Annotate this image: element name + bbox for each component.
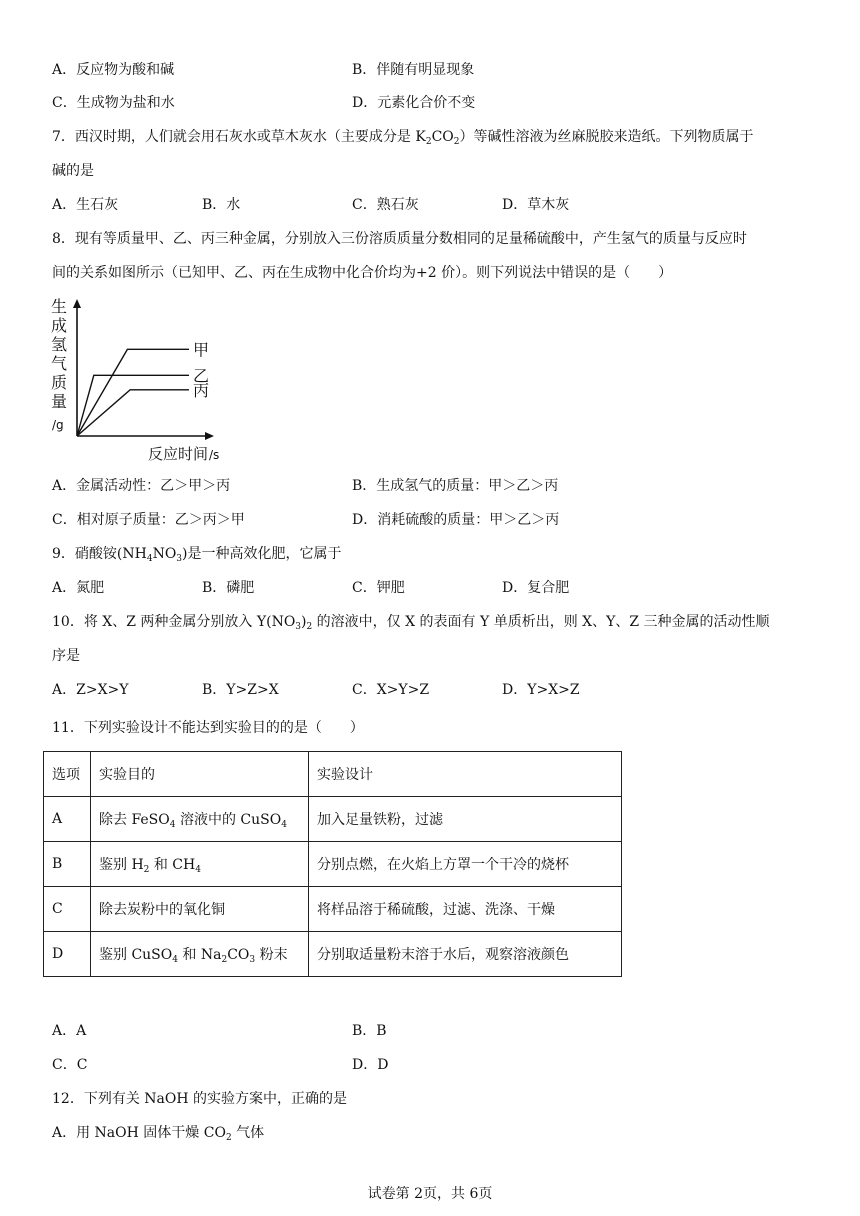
table-cell-design: 加入足量铁粉，过滤 bbox=[309, 797, 622, 842]
table-cell-purpose: 除去 FeSO$_4$ 溶液中的 CuSO$_4$ bbox=[91, 797, 309, 842]
table-cell-purpose: 除去炭粉中的氧化铜 bbox=[91, 887, 309, 932]
table-row bbox=[44, 797, 622, 842]
q7-option-b: B．水 bbox=[202, 197, 241, 213]
q6-option-a: A．反应物为酸和碱 bbox=[52, 62, 175, 78]
table-cell-option: C bbox=[44, 887, 91, 932]
table-cell-purpose: 鉴别 CuSO$_4$ 和 $Na_2CO_3$ 粉末 bbox=[91, 932, 309, 977]
y-axis-label-char: 气 bbox=[51, 354, 68, 373]
q11-option-d: D．D bbox=[352, 1057, 389, 1073]
y-axis-unit: /g bbox=[52, 418, 64, 432]
series-line-2 bbox=[77, 375, 189, 436]
q8-option-c: C．相对原子质量：乙＞丙＞甲 bbox=[52, 512, 245, 528]
series-line-3 bbox=[77, 390, 189, 436]
q12-stem: 12．下列有关 NaOH 的实验方案中，正确的是 bbox=[52, 1091, 347, 1107]
y-axis-label-char: 量 bbox=[51, 392, 68, 411]
q10-stem-line1: 10．将 X、Z 两种金属分别放入 $Y(NO_3)_2$ 的溶液中，仅 X 的表面有 Y 单质析出，则 X、Y、Z 三种金属的活动性顺 bbox=[52, 614, 770, 632]
q9-option-b: B．磷肥 bbox=[202, 580, 255, 596]
y-axis-label-char: 质 bbox=[51, 373, 68, 392]
q9-stem: 9．硝酸铵$(NH_4NO_3)$是一种高效化肥，它属于 bbox=[52, 546, 342, 564]
table-row bbox=[44, 932, 622, 977]
series-label-2: 乙 bbox=[193, 366, 210, 386]
x-axis-unit: /s bbox=[209, 448, 220, 462]
table-cell-purpose: 鉴别 $H_2$ 和 $CH_4$ bbox=[91, 842, 309, 887]
table-row bbox=[44, 887, 622, 932]
series-label-3: 丙 bbox=[193, 380, 210, 400]
series-label-1: 甲 bbox=[193, 340, 210, 360]
table-header-row bbox=[44, 752, 622, 797]
table-cell-design: 分别取适量粉末溶于水后，观察溶液颜色 bbox=[309, 932, 622, 977]
q6-option-b: B．伴随有明显现象 bbox=[352, 62, 475, 78]
q7-option-a: A．生石灰 bbox=[52, 197, 119, 213]
q10-option-a: A．Z>X>Y bbox=[52, 682, 129, 698]
q8-stem-line1: 8．现有等质量甲、乙、丙三种金属，分别放入三份溶质质量分数相同的足量稀硫酸中，产生氢气的质量与反应时 bbox=[52, 231, 747, 247]
table-row bbox=[44, 842, 622, 887]
table-cell-option: B bbox=[44, 842, 91, 887]
y-axis-arrow bbox=[73, 299, 81, 308]
q12-option-a: A．用 NaOH 固体干燥 $CO_2$ 气体 bbox=[52, 1125, 265, 1143]
q10-option-c: C．X>Y>Z bbox=[352, 682, 430, 698]
hydrogen-mass-chart bbox=[48, 296, 228, 466]
table-cell-design: 将样品溶于稀硫酸，过滤、洗涤、干燥 bbox=[309, 887, 622, 932]
q7-stem-line2: 碱的是 bbox=[52, 163, 94, 179]
y-axis-label-char: 氢 bbox=[51, 335, 68, 354]
q11-stem: 11．下列实验设计不能达到实验目的的是（ ） bbox=[52, 720, 364, 736]
table-cell-option: D bbox=[44, 932, 91, 977]
x-axis-label: 反应时间 bbox=[148, 445, 209, 463]
table-header-design: 实验设计 bbox=[309, 752, 622, 797]
x-axis-arrow bbox=[205, 432, 214, 440]
q9-option-c: C．钾肥 bbox=[352, 580, 405, 596]
q10-option-b: B．Y>Z>X bbox=[202, 682, 279, 698]
q8-option-d: D．消耗硫酸的质量：甲＞乙＞丙 bbox=[352, 512, 560, 528]
q8-option-a: A．金属活动性：乙＞甲＞丙 bbox=[52, 478, 231, 494]
q9-option-a: A．氮肥 bbox=[52, 580, 105, 596]
q6-option-d: D．元素化合价不变 bbox=[352, 95, 476, 111]
experiment-table bbox=[43, 751, 622, 977]
q10-stem-line2: 序是 bbox=[52, 648, 80, 664]
series-line-1 bbox=[77, 349, 189, 436]
y-axis-label-char: 成 bbox=[51, 316, 68, 335]
q8-stem-line2: 间的关系如图所示（已知甲、乙、丙在生成物中化合价均为+2 价）。则下列说法中错误的是（ ） bbox=[52, 265, 673, 281]
q7-option-d: D．草木灰 bbox=[502, 197, 570, 213]
table-cell-design: 分别点燃，在火焰上方罩一个干冷的烧杯 bbox=[309, 842, 622, 887]
y-axis-label bbox=[51, 297, 67, 411]
q7-option-c: C．熟石灰 bbox=[352, 197, 419, 213]
q11-option-a: A．A bbox=[52, 1023, 87, 1039]
y-axis-label-char: 生 bbox=[51, 297, 68, 316]
q10-option-d: D．Y>X>Z bbox=[502, 682, 580, 698]
page-footer: 试卷第 2页，共 6页 bbox=[367, 1186, 493, 1202]
q9-option-d: D．复合肥 bbox=[502, 580, 570, 596]
table-header-option: 选项 bbox=[44, 752, 91, 797]
q8-option-b: B．生成氢气的质量：甲＞乙＞丙 bbox=[352, 478, 559, 494]
q6-option-c: C．生成物为盐和水 bbox=[52, 95, 175, 111]
q7-stem-line1: 7．西汉时期，人们就会用石灰水或草木灰水（主要成分是 $K_2CO_2$）等碱性溶液为丝麻脱胶来造纸。下列物质属于 bbox=[52, 129, 754, 147]
table-header-purpose: 实验目的 bbox=[91, 752, 309, 797]
q11-option-b: B．B bbox=[352, 1023, 387, 1039]
q11-option-c: C．C bbox=[52, 1057, 88, 1073]
table-cell-option: A bbox=[44, 797, 91, 842]
